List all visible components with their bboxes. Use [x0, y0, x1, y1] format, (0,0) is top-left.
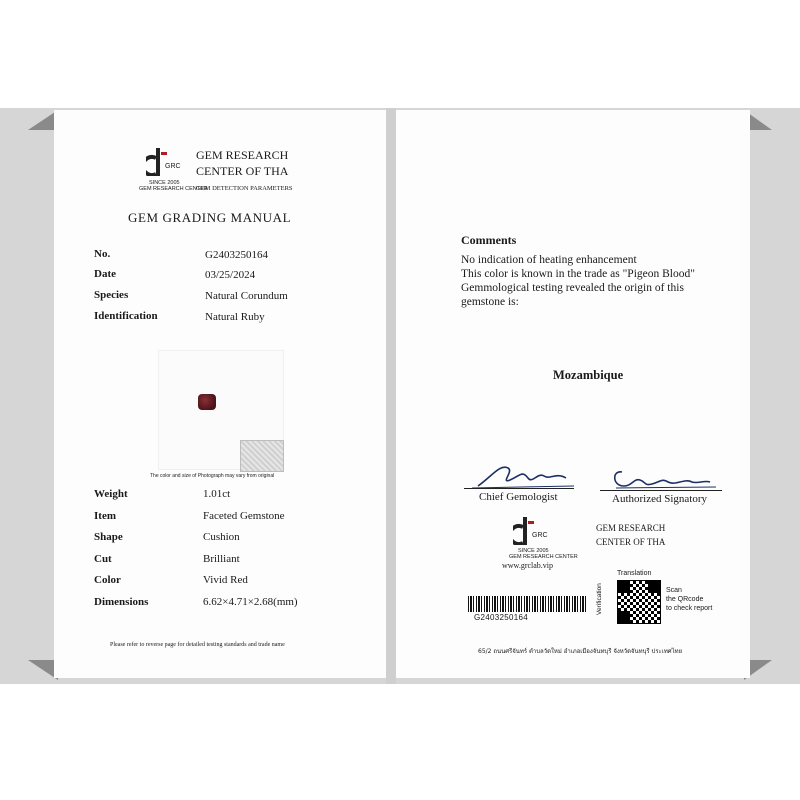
- signature-line-2: [600, 490, 722, 491]
- label-cut: Cut: [94, 553, 112, 565]
- grc-logo-icon: [146, 148, 168, 176]
- value-date: 03/25/2024: [205, 269, 256, 281]
- logo-grc-text: GRC: [165, 163, 181, 170]
- value-color: Vivid Red: [203, 574, 248, 586]
- logo-since: SINCE 2005: [149, 180, 180, 186]
- photo-caption: The color and size of Photograph may vary from original: [150, 473, 275, 479]
- org-name-line1: GEM RESEARCH: [196, 148, 289, 162]
- label-weight: Weight: [94, 488, 128, 500]
- value-cut: Brilliant: [203, 553, 240, 565]
- qr-text-line: Scan: [666, 587, 682, 594]
- comment-line: This color is known in the trade as "Pigeon Blood": [461, 268, 695, 280]
- value-item: Faceted Gemstone: [203, 510, 285, 522]
- left-footer-note: Please refer to reverse page for detailed testing standards and trade name: [110, 642, 285, 648]
- qr-text-line: to check report: [666, 605, 713, 612]
- address-footer: 65/2 ถนนศรีจันทร์ ตำบลวัดใหม่ อำเภอเมืองจันทบุรี จังหวัดจันทบุรี ประเทศไทย: [478, 648, 683, 655]
- label-item: Item: [94, 510, 116, 522]
- verification-qr-code[interactable]: [617, 580, 661, 624]
- org-name-line2: CENTER OF THA: [596, 537, 666, 547]
- hologram-seal: [240, 440, 284, 472]
- logo-grc-text: GRC: [532, 532, 548, 539]
- origin-country: Mozambique: [553, 368, 624, 382]
- comment-line: No indication of heating enhancement: [461, 254, 637, 266]
- org-name-line1: GEM RESEARCH: [596, 523, 666, 533]
- authorized-signatory-signature: [610, 458, 720, 492]
- comment-line: gemstone is:: [461, 296, 519, 308]
- ruby-image: [198, 394, 216, 410]
- label-date: Date: [94, 268, 116, 280]
- website-link[interactable]: www.grclab.vip: [502, 561, 554, 570]
- barcode-number: G2403250164: [474, 613, 529, 622]
- verification-label: Verification: [596, 583, 603, 615]
- label-shape: Shape: [94, 531, 123, 543]
- logo-center: GEM RESEARCH CENTER: [509, 554, 578, 560]
- value-shape: Cushion: [203, 531, 240, 543]
- comments-body: [461, 253, 695, 309]
- label-species: Species: [94, 289, 129, 301]
- logo-since: SINCE 2005: [518, 548, 549, 554]
- signature-line-1: [464, 488, 574, 489]
- value-dimensions: 6.62×4.71×2.68(mm): [203, 596, 298, 608]
- grc-logo-icon: [513, 517, 535, 545]
- document-title: GEM GRADING MANUAL: [128, 210, 292, 225]
- org-name-line2: CENTER OF THA: [196, 164, 289, 178]
- value-weight: 1.01ct: [203, 488, 231, 500]
- comment-line: Gemmological testing revealed the origin of this: [461, 282, 684, 294]
- value-no: G2403250164: [205, 249, 268, 261]
- comments-heading: Comments: [461, 233, 517, 247]
- chief-gemologist-signature: [470, 458, 580, 492]
- label-no: No.: [94, 248, 111, 260]
- qr-instructions: [666, 586, 712, 613]
- logo-center: GEM RESEARCH CENTER: [139, 186, 208, 192]
- label-dimensions: Dimensions: [94, 596, 149, 608]
- barcode: [468, 596, 586, 612]
- value-identification: Natural Ruby: [205, 311, 265, 323]
- chief-gemologist-label: Chief Gemologist: [479, 491, 558, 503]
- value-species: Natural Corundum: [205, 290, 288, 302]
- qr-text-line: the QRcode: [666, 596, 704, 603]
- translation-label: Translation: [617, 570, 652, 577]
- label-color: Color: [94, 574, 121, 586]
- authorized-signatory-label: Authorized Signatory: [612, 493, 708, 505]
- org-subtitle: GEM DETECTION PARAMETERS: [196, 185, 293, 192]
- label-identification: Identification: [94, 310, 158, 322]
